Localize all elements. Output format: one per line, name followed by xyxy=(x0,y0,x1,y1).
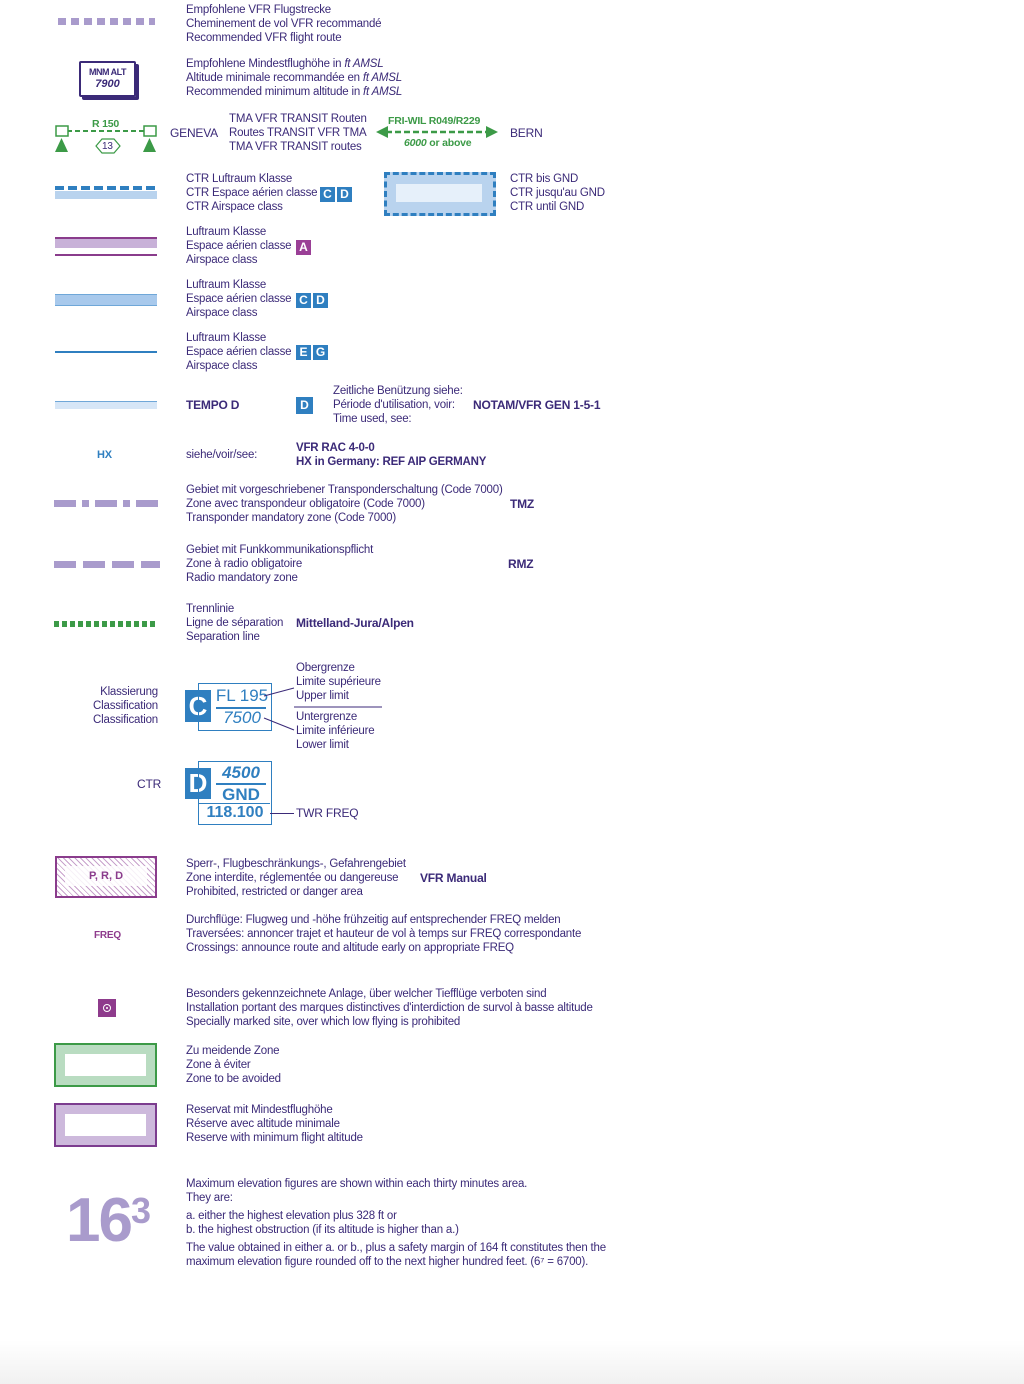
mef-line-3: a. either the highest elevation plus 328 ft or xyxy=(186,1210,397,1222)
mnm-alt-legend xyxy=(186,57,402,99)
mef-figure-sup: 3 xyxy=(130,1190,151,1231)
tmz-legend xyxy=(186,483,503,525)
airspace-a-badges xyxy=(296,239,313,257)
freq-en: Crossings: announce route and altitude early on appropriate FREQ xyxy=(186,942,514,954)
classification-upper-value: FL 195 xyxy=(215,686,269,705)
airspace-a-legend xyxy=(186,225,291,267)
ctr-box-lower: GND xyxy=(222,785,260,804)
mnm-alt-en: Recommended minimum altitude in xyxy=(186,86,364,98)
tempo-de: Zeitliche Benützung siehe: xyxy=(333,385,463,397)
transit-fr: Routes TRANSIT VFR TMA xyxy=(229,127,367,139)
freq-legend xyxy=(186,913,581,955)
avoid-de: Zu meidende Zone xyxy=(186,1045,280,1057)
avoid-en: Zone to be avoided xyxy=(186,1073,281,1085)
ctr-de: CTR Luftraum Klasse xyxy=(186,173,293,185)
transit-hex-label: 13 xyxy=(102,141,113,152)
prd-en: Prohibited, restricted or danger area xyxy=(186,886,363,898)
ctr-box-upper: 4500 xyxy=(222,763,260,782)
lower-en: Lower limit xyxy=(296,739,349,751)
airspace-a-de: Luftraum Klasse xyxy=(186,226,267,238)
tempo-label: TEMPO D xyxy=(186,398,240,412)
avoid-zone-icon xyxy=(54,1043,157,1087)
ctr-class-badges xyxy=(320,186,354,204)
ctr-line-symbol xyxy=(55,186,157,190)
tmz-de: Gebiet mit vorgeschriebener Transponderschaltung (Code 7000) xyxy=(186,484,503,496)
tempo-symbol xyxy=(55,401,157,409)
site-legend xyxy=(186,987,593,1029)
upper-fr: Limite supérieure xyxy=(296,676,381,688)
tmz-fr: Zone avec transpondeur obligatoire (Code 7000) xyxy=(186,498,425,510)
prd-icon-label: P, R, D xyxy=(88,870,124,882)
avoid-fr: Zone à éviter xyxy=(186,1059,251,1071)
vfr-route-fr: Cheminement de vol VFR recommandé xyxy=(186,18,382,30)
hx-ref-1: VFR RAC 4-0-0 xyxy=(296,442,375,454)
lower-limit-legend xyxy=(296,710,374,752)
freq-de: Durchflüge: Flugweg und -höhe frühzeitig auf entsprechender FREQ melden xyxy=(186,914,561,926)
ctr-gnd-fr: CTR jusqu'au GND xyxy=(510,187,605,199)
mnm-alt-unit-en: ft AMSL xyxy=(363,86,403,98)
avoid-legend xyxy=(186,1044,281,1086)
reserve-fr: Réserve avec altitude minimale xyxy=(186,1118,340,1130)
prd-fr: Zone interdite, réglementée ou dangereuse xyxy=(186,872,399,884)
reserve-de: Reservat mit Mindestflughöhe xyxy=(186,1104,333,1116)
prd-legend xyxy=(186,857,406,899)
ctr-legend xyxy=(186,172,317,214)
mef-line-5: The value obtained in either a. or b., plus a safety margin of 164 ft constitutes then the xyxy=(186,1242,606,1254)
tempo-fr: Période d'utilisation, voir: xyxy=(333,399,455,411)
site-fr: Installation portant des marques distinctives d'interdiction de survol à basse altitude xyxy=(186,1002,593,1014)
transit-legend xyxy=(229,112,367,154)
airspace-a-fr: Espace aérien classe xyxy=(186,240,292,252)
transit-de: TMA VFR TRANSIT Routen xyxy=(229,113,367,125)
ctr-gnd-legend xyxy=(510,172,605,214)
twr-freq-label: TWR FREQ xyxy=(296,806,359,820)
airspace-cd-de: Luftraum Klasse xyxy=(186,279,267,291)
mnm-alt-icon-label: MNM ALT xyxy=(89,67,126,77)
airspace-cd-en: Airspace class xyxy=(186,307,258,319)
site-en: Specially marked site, over which low flying is prohibited xyxy=(186,1016,461,1028)
tempo-badge xyxy=(296,397,315,415)
airspace-eg-symbol xyxy=(55,351,157,353)
mef-line-1: Maximum elevation figures are shown within each thirty minutes area. xyxy=(186,1178,528,1190)
hx-see: siehe/voir/see: xyxy=(186,449,258,461)
ctr-gnd-de: CTR bis GND xyxy=(510,173,579,185)
class-badge: D xyxy=(337,187,352,202)
airspace-a-symbol xyxy=(55,237,157,258)
separation-en: Separation line xyxy=(186,631,260,643)
mnm-alt-icon-value: 7900 xyxy=(95,78,120,90)
ctr-box-label: CTR xyxy=(137,777,162,791)
mef-figure xyxy=(66,1186,151,1256)
separation-value: Mittelland-Jura/Alpen xyxy=(296,616,414,630)
tmz-en: Transponder mandatory zone (Code 7000) xyxy=(186,512,396,524)
airspace-cd-legend xyxy=(186,278,291,320)
freq-fr: Traversées: annoncer trajet et hauteur de vol à temps sur FREQ correspondante xyxy=(186,928,582,940)
classification-class-badge: C xyxy=(185,690,211,722)
vfr-route-legend xyxy=(186,3,381,45)
separation-fr: Ligne de séparation xyxy=(186,617,284,629)
mnm-alt-fr: Altitude minimale recommandée en xyxy=(186,72,363,84)
ctr-gnd-en: CTR until GND xyxy=(510,201,585,213)
rmz-en: Radio mandatory zone xyxy=(186,572,298,584)
ctr-gnd-symbol xyxy=(384,172,496,216)
mef-figure-big: 16 xyxy=(66,1186,131,1255)
mef-line-4: b. the highest obstruction (if its altitude is higher than a.) xyxy=(186,1224,459,1236)
airspace-eg-badges xyxy=(296,344,330,362)
transit-route-label: R 150 xyxy=(92,118,120,130)
airspace-a-en: Airspace class xyxy=(186,254,258,266)
airspace-eg-de: Luftraum Klasse xyxy=(186,332,267,344)
ctr-box-freq: 118.100 xyxy=(206,804,264,821)
classification-legend xyxy=(60,685,158,727)
mnm-alt-unit-fr: ft AMSL xyxy=(362,72,402,84)
class-badge: C xyxy=(296,293,311,308)
prd-icon xyxy=(55,856,157,898)
page-bottom-shade xyxy=(0,1340,1024,1384)
prd-ref: VFR Manual xyxy=(420,871,487,885)
rmz-legend xyxy=(186,543,373,585)
reserve-zone-icon xyxy=(54,1103,157,1147)
mnm-alt-icon xyxy=(79,61,136,97)
upper-limit-legend xyxy=(296,661,381,703)
mnm-alt-de: Empfohlene Mindestflughöhe in xyxy=(186,58,345,70)
freq-leader xyxy=(270,813,294,814)
class-badge: D xyxy=(296,397,313,414)
lower-de: Untergrenze xyxy=(296,711,358,723)
no-low-flying-site-icon xyxy=(98,999,116,1017)
airspace-eg-legend xyxy=(186,331,291,373)
transit-route-name: FRI-WIL R049/R229 xyxy=(388,115,481,127)
upper-en: Upper limit xyxy=(296,690,349,702)
ctr-en: CTR Airspace class xyxy=(186,201,283,213)
mef-line-2: They are: xyxy=(186,1192,233,1204)
class-badge: E xyxy=(296,345,311,360)
transit-alt-suffix: or above xyxy=(426,137,472,149)
classification-de: Klassierung xyxy=(100,686,158,698)
reserve-legend xyxy=(186,1103,363,1145)
mef-line-6: maximum elevation figure rounded off to the next higher hundred feet. (6⁷ = 6700). xyxy=(186,1256,589,1268)
bern-label: BERN xyxy=(510,126,543,140)
airspace-cd-badges xyxy=(296,292,330,310)
separation-symbol xyxy=(54,621,158,627)
class-badge: A xyxy=(296,240,311,255)
transit-alt-value: 6000 xyxy=(404,137,427,149)
transit-altitude xyxy=(404,136,471,150)
upper-de: Obergrenze xyxy=(296,662,355,674)
classification-fr: Classification xyxy=(93,700,158,712)
airspace-eg-en: Airspace class xyxy=(186,360,258,372)
separation-legend xyxy=(186,602,283,644)
classification-lower-value: 7500 xyxy=(223,708,261,727)
hx-ref-2: HX in Germany: REF AIP GERMANY xyxy=(296,456,487,468)
vfr-route-de: Empfohlene VFR Flugstrecke xyxy=(186,4,332,16)
class-badge: D xyxy=(313,293,328,308)
mnm-alt-unit-de: ft AMSL xyxy=(344,58,384,70)
ctr-fr: CTR Espace aérien classe xyxy=(186,187,318,199)
mef-legend xyxy=(186,1177,606,1269)
transit-en: TMA VFR TRANSIT routes xyxy=(229,141,362,153)
rmz-fr: Zone à radio obligatoire xyxy=(186,558,303,570)
geneva-label: GENEVA xyxy=(170,126,218,140)
class-badge: C xyxy=(320,187,335,202)
tmz-symbol xyxy=(54,500,160,508)
site-de: Besonders gekennzeichnete Anlage, über welcher Tiefflüge verboten sind xyxy=(186,988,547,1000)
rmz-de: Gebiet mit Funkkommunikationspflicht xyxy=(186,544,374,556)
rmz-abbr: RMZ xyxy=(508,557,534,571)
tmz-abbr: TMZ xyxy=(510,497,535,511)
reserve-en: Reserve with minimum flight altitude xyxy=(186,1132,363,1144)
airspace-eg-fr: Espace aérien classe xyxy=(186,346,292,358)
tempo-en: Time used, see: xyxy=(333,413,412,425)
airspace-cd-fr: Espace aérien classe xyxy=(186,293,292,305)
tempo-legend xyxy=(333,384,463,426)
vfr-route-symbol xyxy=(58,18,155,25)
hx-refs xyxy=(296,441,486,469)
separation-de: Trennlinie xyxy=(186,603,235,615)
airspace-cd-symbol xyxy=(55,294,157,306)
vfr-route-en: Recommended VFR flight route xyxy=(186,32,342,44)
ctr-fill-symbol xyxy=(55,191,157,199)
prd-de: Sperr-, Flugbeschränkungs-, Gefahrengebiet xyxy=(186,858,406,870)
freq-icon: FREQ xyxy=(94,930,121,941)
classification-en: Classification xyxy=(93,714,158,726)
ctr-box-class-badge: D xyxy=(185,768,211,799)
tempo-ref: NOTAM/VFR GEN 1-5-1 xyxy=(473,398,601,412)
lower-fr: Limite inférieure xyxy=(296,725,375,737)
hx-icon: HX xyxy=(97,449,112,461)
rmz-symbol xyxy=(54,561,160,568)
class-badge: G xyxy=(313,345,328,360)
